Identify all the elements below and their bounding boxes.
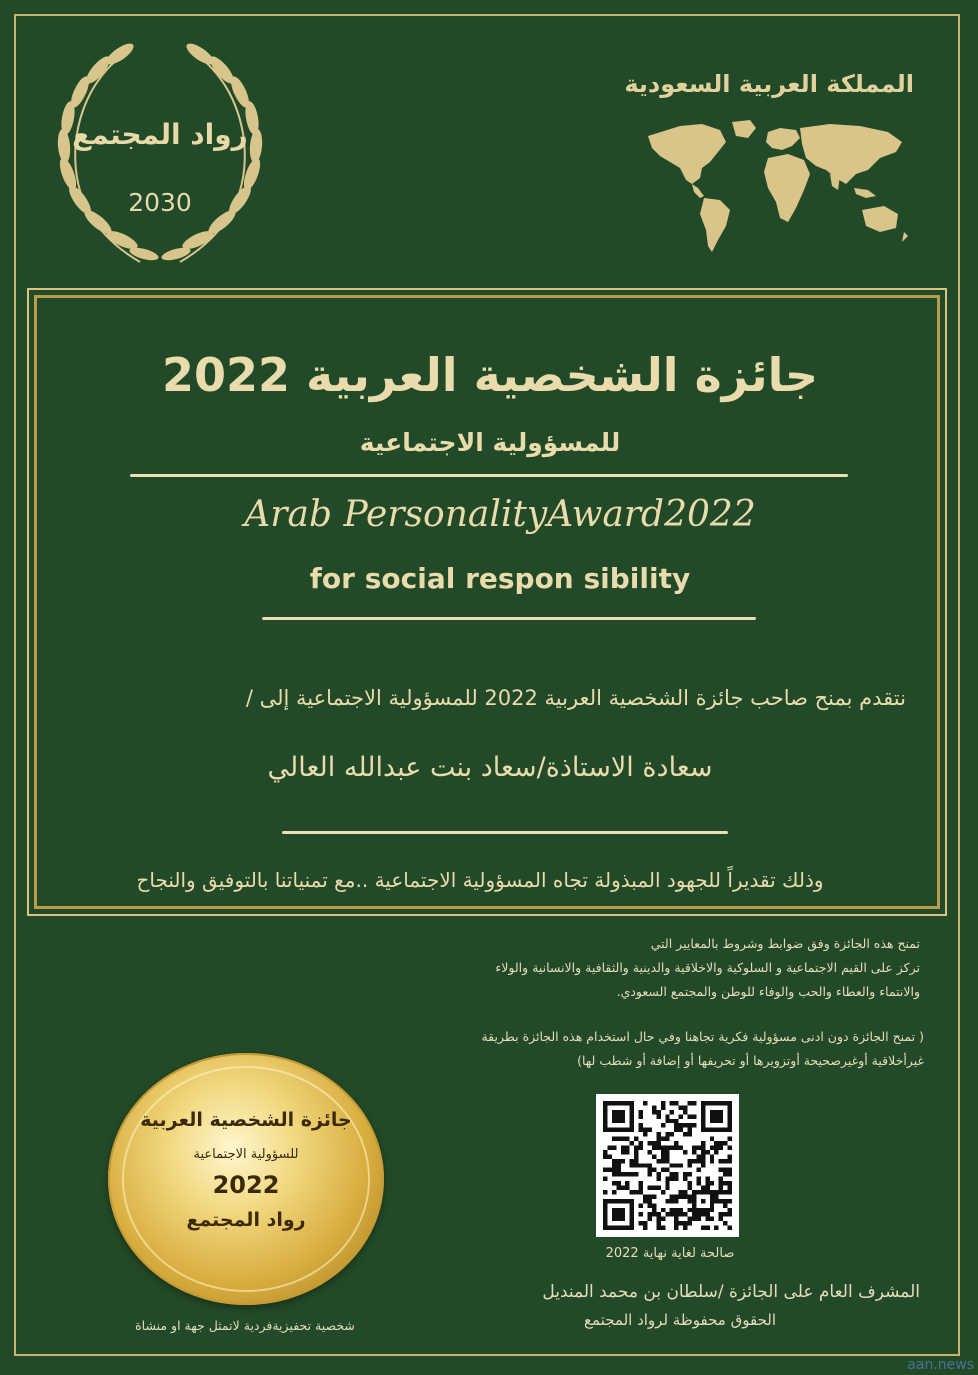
disclaimer-text: [350, 1025, 924, 1073]
criteria-text: [350, 932, 920, 1004]
gold-seal: [108, 1053, 384, 1305]
seal-subtitle: للسؤولية الاجتماعية: [193, 1147, 299, 1162]
qr-code: [596, 1094, 739, 1237]
award-title-en: Arab PersonalityAward2022: [244, 494, 756, 535]
rights-line: الحقوق محفوظة لرواد المجتمع: [584, 1311, 776, 1329]
seal-title: جائزة الشخصية العربية: [140, 1109, 352, 1131]
laurel-title: رواد المجتمع: [72, 118, 248, 151]
laurel-year: 2030: [128, 188, 192, 217]
recipient-name: سعادة الاستاذة/سعاد بنت عبدالله العالي: [267, 752, 713, 783]
criteria-line: والانتماء والعطاء والحب والوفاء للوطن والمجتمع السعودي.: [616, 984, 920, 999]
divider: [130, 474, 848, 477]
criteria-line: تمنح هذه الجائزة وفق ضوابط وشروط بالمعايير التي: [650, 936, 920, 951]
supervisor-line: المشرف العام على الجائزة /سلطان بن محمد المنديل: [542, 1282, 920, 1302]
seal-org: رواد المجتمع: [186, 1209, 306, 1231]
appreciation-line: وذلك تقديراً للجهود المبذولة تجاه المسؤولية الاجتماعية ..مع تمنياتنا بالتوفيق والنجاح: [136, 868, 824, 892]
disclaimer-line: ( تمنح الجائزة دون ادنى مسؤولية فكرية تجاهنا وفي حال استخدام هذه الجائزة بطريقة: [481, 1029, 924, 1044]
laurel-emblem: [40, 40, 280, 275]
criteria-line: تركز على القيم الاجتماعية و السلوكية والاخلاقية والدينية والثقافية والانسانية والولاء: [495, 960, 920, 975]
presentation-line: نتقدم بمنح صاحب جائزة الشخصية العربية 2022 للمسؤولية الاجتماعية إلى /: [245, 686, 906, 710]
site-watermark: aan.news: [907, 1357, 974, 1373]
laurel-wreath-icon: [40, 40, 280, 275]
award-subtitle-ar: للمسؤولية الاجتماعية: [359, 428, 621, 457]
award-subtitle-en: for social respon sibility: [309, 562, 691, 595]
seal-caption: شخصية تحفيزيةفردية لاتمثل جهة او منشاة: [135, 1318, 355, 1333]
seal-year: 2022: [212, 1171, 280, 1199]
qr-code-icon: [603, 1101, 732, 1230]
kingdom-name: المملكة العربية السعودية: [624, 70, 914, 98]
award-title-ar: جائزة الشخصية العربية 2022: [161, 348, 819, 402]
divider: [282, 831, 728, 834]
world-map-icon: [640, 118, 912, 258]
divider: [262, 617, 756, 620]
qr-validity: صالحة لغاية نهاية 2022: [605, 1246, 735, 1261]
disclaimer-line: غيرأخلاقية أوغيرصحيحة أوتزويرها أو تحريفها أو إضافة أو شطب لها): [577, 1053, 924, 1068]
